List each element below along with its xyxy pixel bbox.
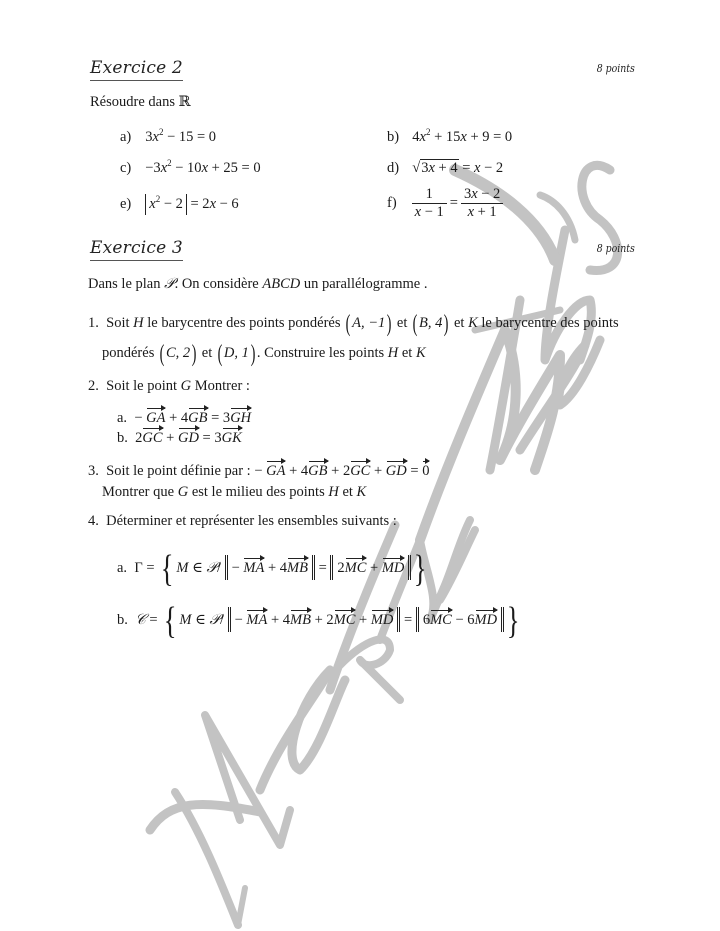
text: le barycentre des points [477, 315, 619, 331]
sub-label: a. [117, 410, 128, 426]
vector-MB: MB [290, 612, 311, 628]
intro-text: . On considère [174, 276, 263, 292]
text: est le milieu des points [188, 484, 329, 500]
vector-GC: GC [142, 430, 163, 446]
point-G: G [177, 484, 189, 500]
equation-label: a) [120, 129, 132, 145]
equation-label: e) [120, 196, 132, 212]
plane-symbol: 𝒫 [164, 276, 175, 292]
vector-MC: MC [333, 612, 356, 628]
text: Soit le point définie par : [106, 463, 255, 479]
exercise-3-points: 8 points [596, 242, 635, 255]
question-3-line-2 [102, 484, 366, 501]
vector-GB: GB [188, 410, 208, 426]
sub-label: b. [117, 612, 128, 628]
question-number: 3. [88, 463, 99, 479]
equation-b-math: $4x^2 + 15x + 9 = 0$ [408, 127, 513, 145]
vector-GA: GA [146, 410, 166, 426]
text: et [393, 315, 411, 331]
text: Soit [106, 315, 134, 331]
weighted-point-D: D, 1 [223, 345, 249, 361]
vector-MD: MD [474, 612, 498, 628]
exercise-2-intro: Résoudre dans ℝ [90, 94, 191, 110]
equation-f-math: $\frac{1}{x - 1}$ = $\frac{3x - 2}{x + 1}$ [409, 195, 507, 211]
equation-d-math: √3x + 4 = x − 2 [408, 160, 504, 176]
question-2 [88, 378, 250, 395]
sub-label: b. [117, 430, 128, 446]
question-3-line-1: 3. Soit le point définie par : − GA + 4GB + 2GC + GD = 0 [88, 463, 430, 479]
point-K: K [415, 345, 426, 361]
exercise-3-intro [88, 276, 427, 293]
equation-label: d) [387, 160, 400, 176]
point-H: H [133, 315, 144, 331]
equation-c [120, 160, 261, 177]
vector-MD: MD [381, 560, 405, 576]
vector-MC: MC [344, 560, 367, 576]
question-2b: b. 2GC + GD = 3GK [117, 430, 242, 446]
question-4b: b. 𝒞 = { M ∈ 𝒫/ − MA + 4MB + 2MC + MD = 6MC − 6MD } [117, 600, 520, 642]
question-number: 1. [88, 315, 99, 331]
text: pondérés [102, 345, 158, 361]
equation-a-math: $3x^2 - 15 = 0$ [141, 127, 217, 145]
vector-MB: MB [287, 560, 308, 576]
exercise-2-header [90, 58, 635, 84]
text: Montrer : [191, 378, 250, 394]
text: Montrer que [102, 484, 178, 500]
exercise-3-header [90, 238, 635, 264]
text: et [338, 484, 357, 500]
equation-label: c) [120, 160, 132, 176]
question-4a: a. Γ = { M ∈ 𝒫/ − MA + 4MB = 2MC + MD } [117, 548, 427, 590]
question-4 [88, 513, 397, 530]
question-number: 4. [88, 513, 99, 529]
vector-GH: GH [230, 410, 252, 426]
equation-d [387, 160, 503, 177]
text: et [450, 315, 469, 331]
equation-a [120, 129, 216, 146]
intro-text: un parallélogramme . [300, 276, 428, 292]
vector-MA: MA [243, 560, 265, 576]
vector-GA: GA [266, 463, 286, 479]
abcd-label: ABCD [262, 276, 301, 292]
equation-label: b) [387, 129, 400, 145]
exercise-3-title: Exercice 3 [90, 238, 183, 261]
vector-MC: MC [430, 612, 452, 628]
vector-GD: GD [177, 430, 199, 446]
question-number: 2. [88, 378, 99, 394]
question-1-line-2: pondérés ( C, 2) et ( D, 1) . Construire les points H et K [102, 341, 426, 367]
weighted-point-A: A, −1 [352, 315, 386, 331]
equation-label: f) [387, 194, 397, 211]
exercise-2-title: Exercice 2 [90, 58, 183, 81]
point-H: H [387, 345, 399, 361]
intro-text: Dans le plan [88, 276, 165, 292]
weighted-point-B: B, 4 [419, 315, 443, 331]
question-1-line-1: 1. Soit H le barycentre des points pondérés ( A, −1) et ( B, 4) et K le barycentre des points [88, 311, 619, 337]
text: et [198, 345, 216, 361]
weighted-point-C: C, 2 [165, 345, 191, 361]
equation-e-math: $x^2 - 2 = 2x - 6$ [142, 196, 239, 212]
equation-f [387, 186, 506, 220]
vector-GB: GB [308, 463, 328, 479]
equation-b [387, 129, 512, 146]
text: . Construire les points [256, 345, 388, 361]
vector-GD: GD [385, 463, 407, 479]
sub-label: a. [117, 560, 128, 576]
set-gamma: Γ [134, 560, 143, 576]
point-H: H [328, 484, 339, 500]
point-K: K [468, 315, 478, 331]
text: le barycentre des points pondérés [143, 315, 345, 331]
vector-GC: GC [350, 463, 371, 479]
question-2a: a. − GA + 4GB = 3GH [117, 410, 252, 426]
vector-GK: GK [221, 430, 242, 446]
exercise-2-points: 8 points [596, 62, 635, 75]
set-c: 𝒞 [135, 612, 146, 628]
text: Soit le point [106, 378, 181, 394]
vector-MA: MA [246, 612, 268, 628]
text: Déterminer et représenter les ensembles suivants : [106, 513, 397, 529]
text: et [398, 345, 416, 361]
point-K: K [356, 484, 367, 500]
vector-MD: MD [370, 612, 394, 628]
point-G: G [180, 378, 192, 394]
equation-e [120, 194, 239, 215]
zero-vector: 0 [422, 463, 430, 479]
equation-c-math: $-3x^2 - 10x + 25 = 0$ [141, 158, 261, 176]
